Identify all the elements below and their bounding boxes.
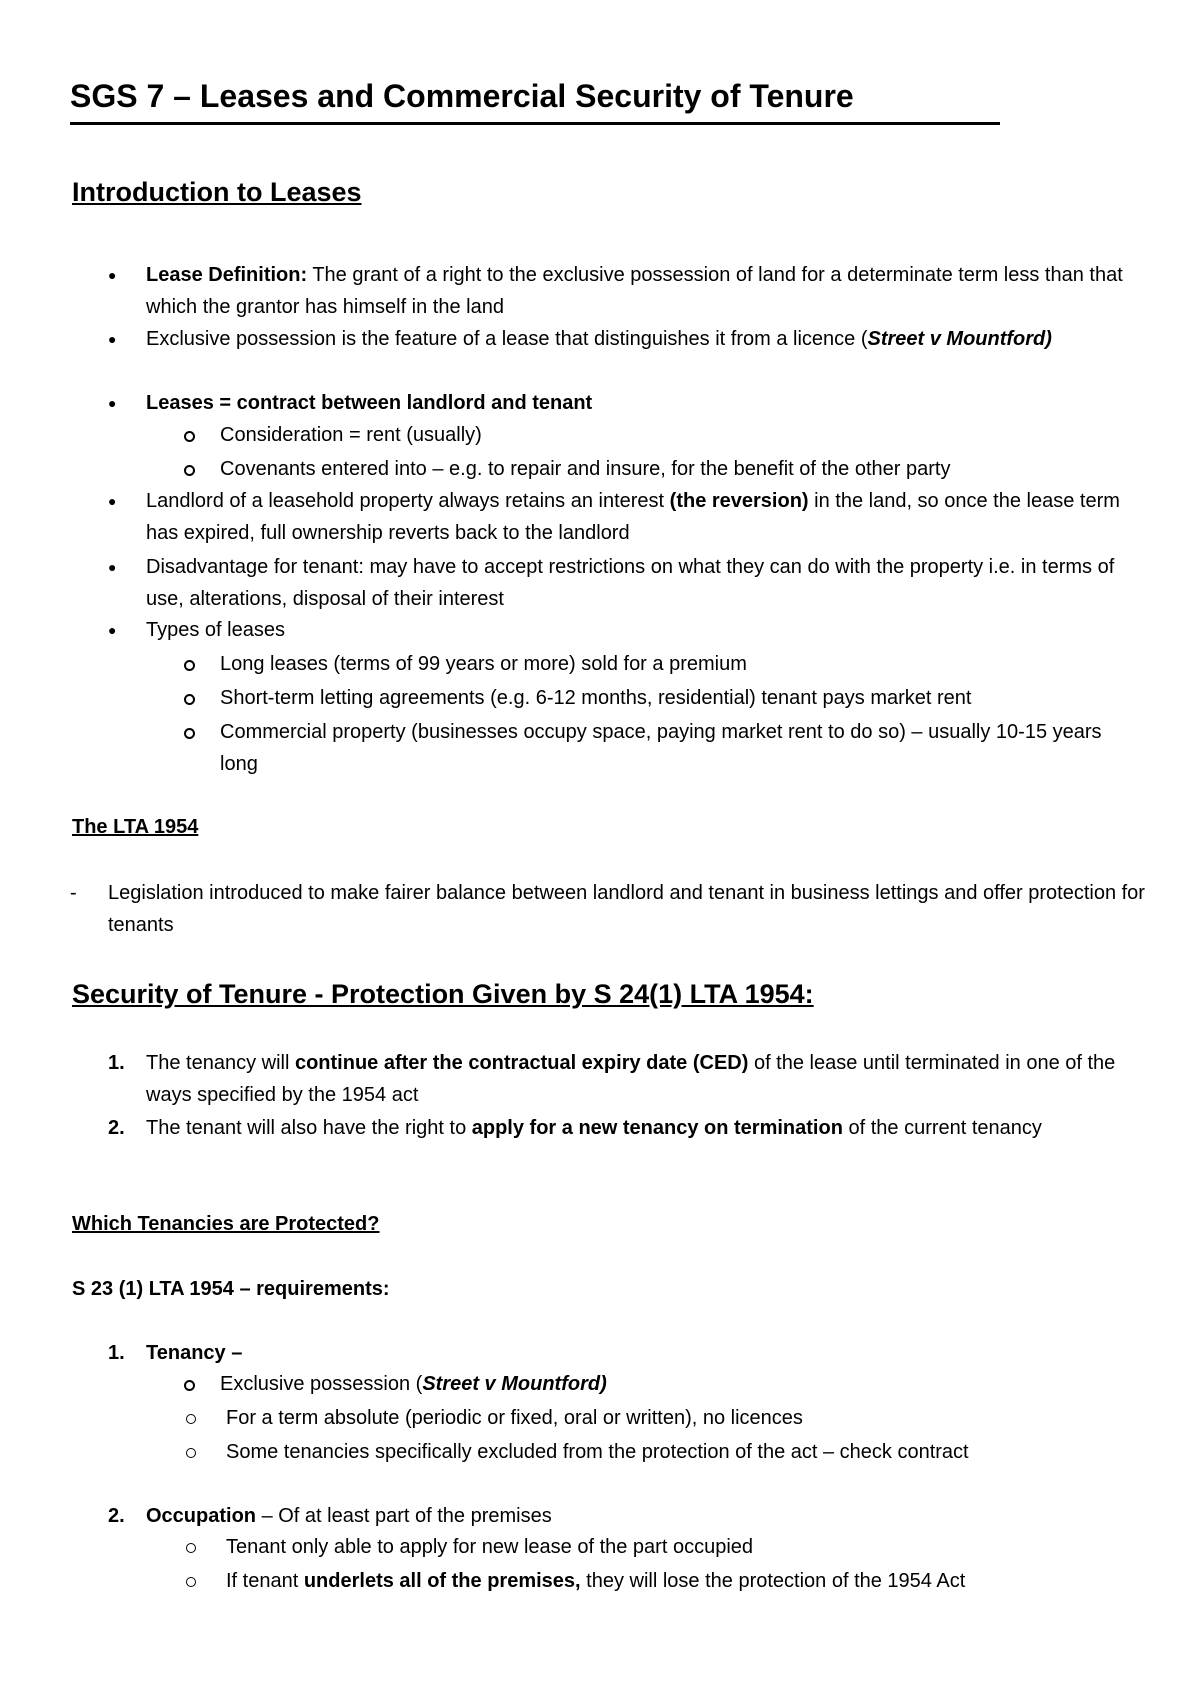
protected-heading: Which Tenancies are Protected? xyxy=(72,1213,380,1235)
circle-bullet-icon xyxy=(186,1577,196,1587)
sub-list-item xyxy=(220,1368,1140,1400)
item-text: Landlord of a leasehold property always retains an interest xyxy=(146,490,670,512)
numbered-item xyxy=(108,1112,1146,1144)
list-item xyxy=(108,551,1146,615)
item-text: they will lose the protection of the 1954 Act xyxy=(580,1570,966,1592)
number-marker: 2. xyxy=(108,1505,125,1527)
bullet-icon: ● xyxy=(108,267,117,283)
circle-bullet-icon xyxy=(184,694,195,705)
item-text: Legislation introduced to make fairer balance between landlord and tenant in business lettings and offer protection for tenants xyxy=(108,882,1145,936)
circle-bullet-icon xyxy=(184,431,195,442)
list-item xyxy=(70,877,1148,941)
bullet-icon: ● xyxy=(108,493,117,509)
list-item xyxy=(108,614,1146,646)
item-text: Disadvantage for tenant: may have to accept restrictions on what they can do with the property i.e. in terms of use, alterations, disposal of their interest xyxy=(146,556,1115,610)
dash-marker: - xyxy=(70,882,77,904)
item-text: – Of at least part of the premises xyxy=(256,1505,552,1527)
number-marker: 1. xyxy=(108,1342,125,1364)
circle-bullet-icon xyxy=(184,1380,195,1391)
item-text: Consideration = rent (usually) xyxy=(220,424,482,446)
item-text: Types of leases xyxy=(146,619,285,641)
numbered-item xyxy=(108,1500,1146,1532)
circle-bullet-icon xyxy=(186,1543,196,1553)
circle-bullet-icon xyxy=(186,1414,196,1424)
number-marker: 2. xyxy=(108,1117,125,1139)
list-item xyxy=(108,323,1146,355)
sub-list-item xyxy=(220,419,1140,451)
numbered-item xyxy=(108,1337,1146,1369)
item-text: Some tenancies specifically excluded from the protection of the act – check contract xyxy=(226,1441,969,1463)
item-text: in the land, so once the lease term has expired, full ownership reverts back to the landlord xyxy=(146,490,1120,544)
emphasis: (the reversion) xyxy=(669,490,809,512)
term-label: Lease Definition: xyxy=(146,264,308,286)
emphasis: underlets all of the premises, xyxy=(303,1570,581,1592)
bullet-icon: ● xyxy=(108,559,117,575)
sub-list-item xyxy=(226,1436,1146,1468)
circle-bullet-icon xyxy=(184,660,195,671)
requirements-heading: S 23 (1) LTA 1954 – requirements: xyxy=(72,1278,390,1300)
item-text: Tenant only able to apply for new lease of the part occupied xyxy=(226,1536,754,1558)
bullet-icon: ● xyxy=(108,622,117,638)
item-text: Exclusive possession ( xyxy=(220,1373,423,1395)
sub-list-item xyxy=(220,716,1140,780)
circle-bullet-icon xyxy=(184,465,195,476)
item-label: Tenancy – xyxy=(146,1342,243,1364)
sub-list-item xyxy=(220,682,1140,714)
sub-list-item xyxy=(220,648,1140,680)
sub-list-item xyxy=(226,1531,1146,1563)
list-item xyxy=(108,259,1146,323)
case-citation: Street v Mountford) xyxy=(867,328,1052,350)
emphasis: continue after the contractual expiry date (CED) xyxy=(294,1052,749,1074)
item-text: For a term absolute (periodic or fixed, oral or written), no licences xyxy=(226,1407,803,1429)
item-text: of the current tenancy xyxy=(842,1117,1042,1139)
intro-heading: Introduction to Leases xyxy=(72,177,362,207)
lta-heading: The LTA 1954 xyxy=(72,816,199,838)
item-text: If tenant xyxy=(226,1570,304,1592)
bullet-icon: ● xyxy=(108,395,117,411)
case-citation: Street v Mountford) xyxy=(422,1373,607,1395)
item-text: Commercial property (businesses occupy space, paying market rent to do so) – usually 10-15 years long xyxy=(220,721,1102,775)
item-text: of the lease until terminated in one of the ways specified by the 1954 act xyxy=(146,1052,1116,1106)
security-heading: Security of Tenure - Protection Given by S 24(1) LTA 1954: xyxy=(72,979,814,1009)
list-item xyxy=(108,387,1146,419)
sub-list-item xyxy=(226,1565,1146,1597)
number-marker: 1. xyxy=(108,1052,125,1074)
document-title: SGS 7 – Leases and Commercial Security of Tenure xyxy=(70,72,1000,125)
circle-bullet-icon xyxy=(186,1448,196,1458)
bullet-icon: ● xyxy=(108,331,117,347)
item-text: The tenant will also have the right to xyxy=(146,1117,472,1139)
item-text: Exclusive possession is the feature of a lease that distinguishes it from a licence ( xyxy=(146,328,868,350)
item-text: Leases = contract between landlord and tenant xyxy=(146,392,593,414)
item-text: Covenants entered into – e.g. to repair and insure, for the benefit of the other party xyxy=(220,458,951,480)
circle-bullet-icon xyxy=(184,728,195,739)
item-text: Short-term letting agreements (e.g. 6-12 months, residential) tenant pays market rent xyxy=(220,687,972,709)
sub-list-item xyxy=(226,1402,1146,1434)
sub-list-item xyxy=(220,453,1140,485)
item-text: Long leases (terms of 99 years or more) sold for a premium xyxy=(220,653,747,675)
item-label: Occupation xyxy=(146,1505,257,1527)
item-text: The grant of a right to the exclusive possession of land for a determinate term less than that which the grantor has himself in the land xyxy=(146,264,1123,318)
emphasis: apply for a new tenancy on termination xyxy=(471,1117,843,1139)
numbered-item xyxy=(108,1047,1146,1111)
list-item xyxy=(108,485,1146,549)
item-text: The tenancy will xyxy=(146,1052,295,1074)
